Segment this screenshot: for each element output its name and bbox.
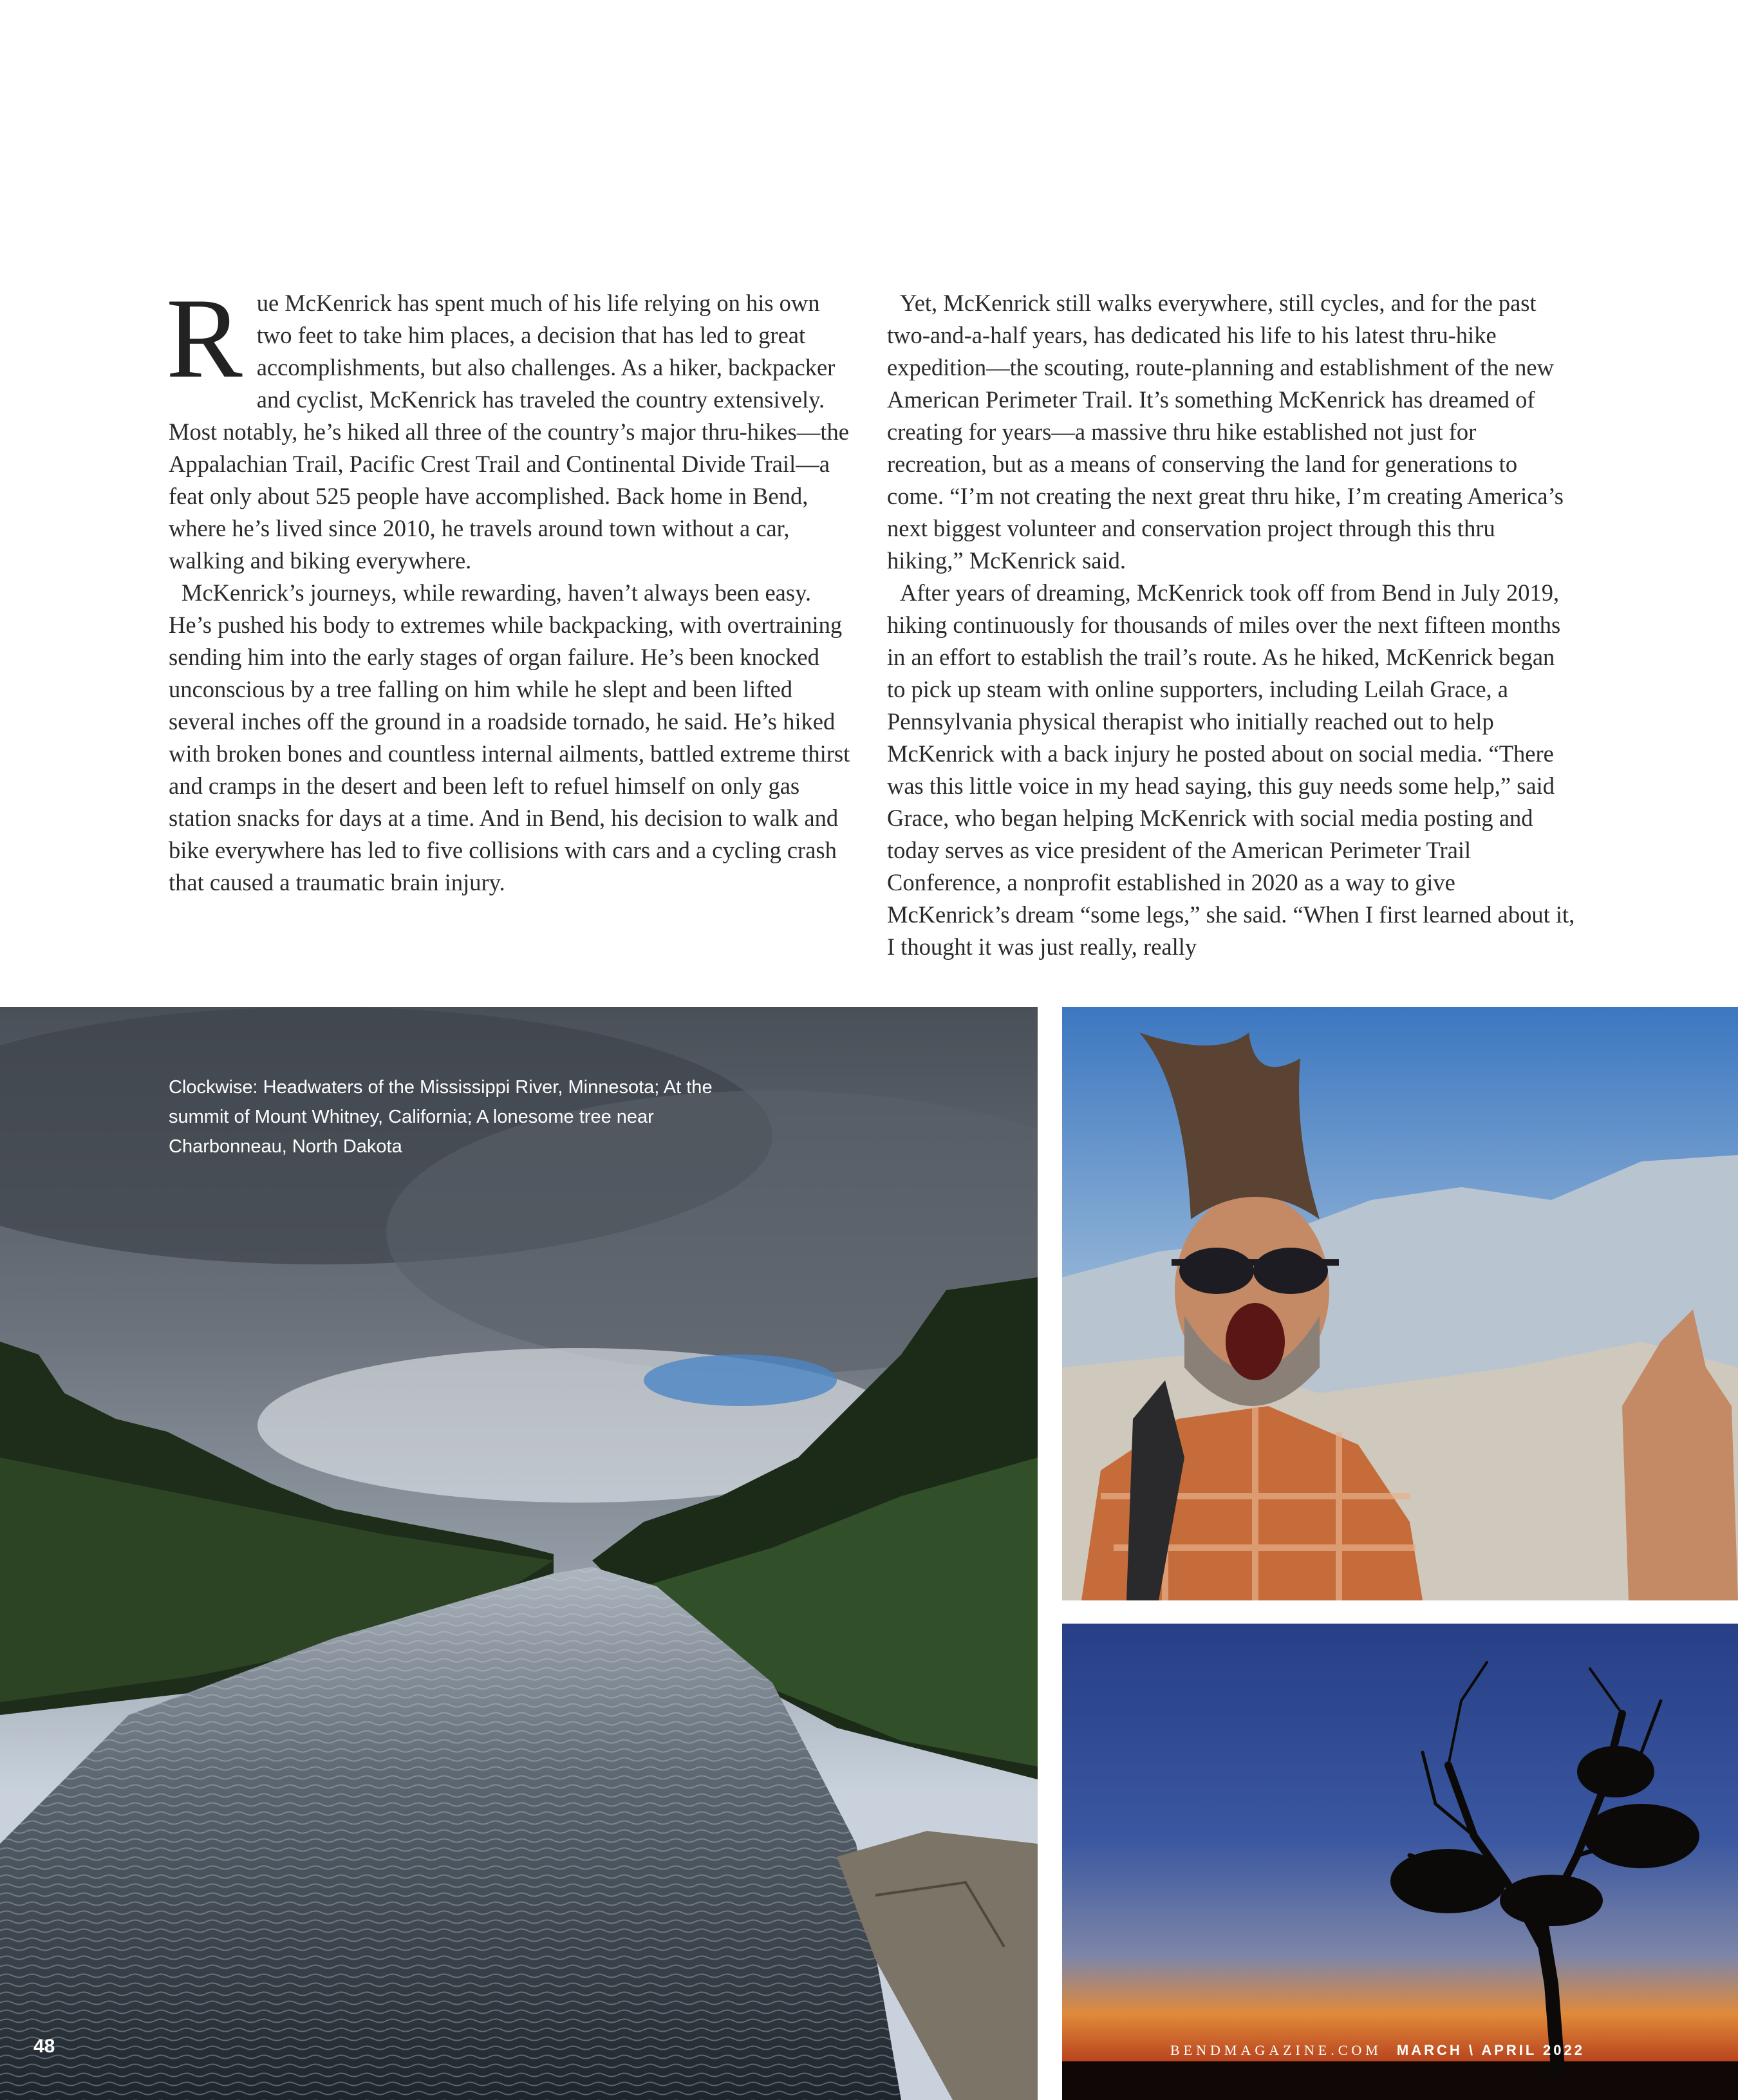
article-paragraph: Yet, McKenrick still walks everywhere, still cycles, and for the past two-and-a-half years, has dedicated his life to his latest thru-hike expedition—the scouting, route-planning and establishment of the new American Perimeter Trail. It’s something McKenrick has dreamed of creating for years—a massive thru hike established not just for recreation, but as a means of conserving the land for generations to come. “I’m not creating the next great thru hike, I’m creating America’s next biggest volunteer and conservation project through this thru hiking,” McKenrick said. xyxy=(887,290,1564,574)
river-photo xyxy=(0,1007,1038,2100)
article-paragraph-text: ue McKenrick has spent much of his life relying on his own two feet to take him places, a decision that has led to great accomplishments, but also challenges. As a hiker, backpacker and cyclist, McKenrick has traveled the country extensively. Most notably, he’s hiked all three of the country’s major thru-hikes—the Appalachian Trail, Pacific Crest Trail and Continental Divide Trail—a feat only about 525 people have accomplished. Back home in Bend, where he’s lived since 2010, he travels around town without a car, walking and biking everywhere. xyxy=(169,290,849,574)
issue-date: MARCH \ APRIL 2022 xyxy=(1396,2042,1585,2058)
drop-cap: R xyxy=(166,274,243,402)
tree-photo xyxy=(1062,1624,1738,2100)
article-paragraph: McKenrick’s journeys, while rewarding, haven’t always been easy. He’s pushed his body to extremes while backpacking, with overtraining sending him into the early stages of organ failure. He’s been knocked unconscious by a tree falling on him while he slept and been lifted several inches off the ground in a roadside tornado, he said. He’s hiked with broken bones and countless internal ailments, battled extreme thirst and cramps in the desert and been left to refuel himself on only gas station snacks for days at a time. And in Bend, his decision to walk and bike everywhere has led to five collisions with cars and a cycling crash that caused a traumatic brain injury. xyxy=(169,579,850,895)
article-paragraph: After years of dreaming, McKenrick took off from Bend in July 2019, hiking continuously for thousands of miles over the next fifteen months in an effort to establish the trail’s route. As he hiked, McKenrick began to pick up steam with online supporters, including Leilah Grace, a Pennsylvania physical therapist who initially reached out to help McKenrick with a back injury he posted about on social media. “There was this little voice in my head saying, this guy needs some help,” said Grace, who began helping McKenrick with social media posting and today serves as vice president of the American Perimeter Trail Conference, a nonprofit established in 2020 as a way to give McKenrick’s dream “some legs,” she said. “When I first learned about it, I thought it was just really, really xyxy=(887,579,1575,960)
page-number: 48 xyxy=(33,2036,55,2057)
magazine-site: BENDMAGAZINE.COM xyxy=(1170,2042,1382,2058)
hiker-photo xyxy=(1062,1007,1738,1600)
article-paragraph xyxy=(166,274,851,577)
page-footer xyxy=(1170,2042,1585,2059)
article-column-right xyxy=(887,287,1576,963)
photo-caption: Clockwise: Headwaters of the Mississippi River, Minnesota; At the summit of Mount Whitney, California; A lonesome tree near Charbonneau, North Dakota xyxy=(169,1077,713,1157)
article-column-left xyxy=(166,274,851,899)
